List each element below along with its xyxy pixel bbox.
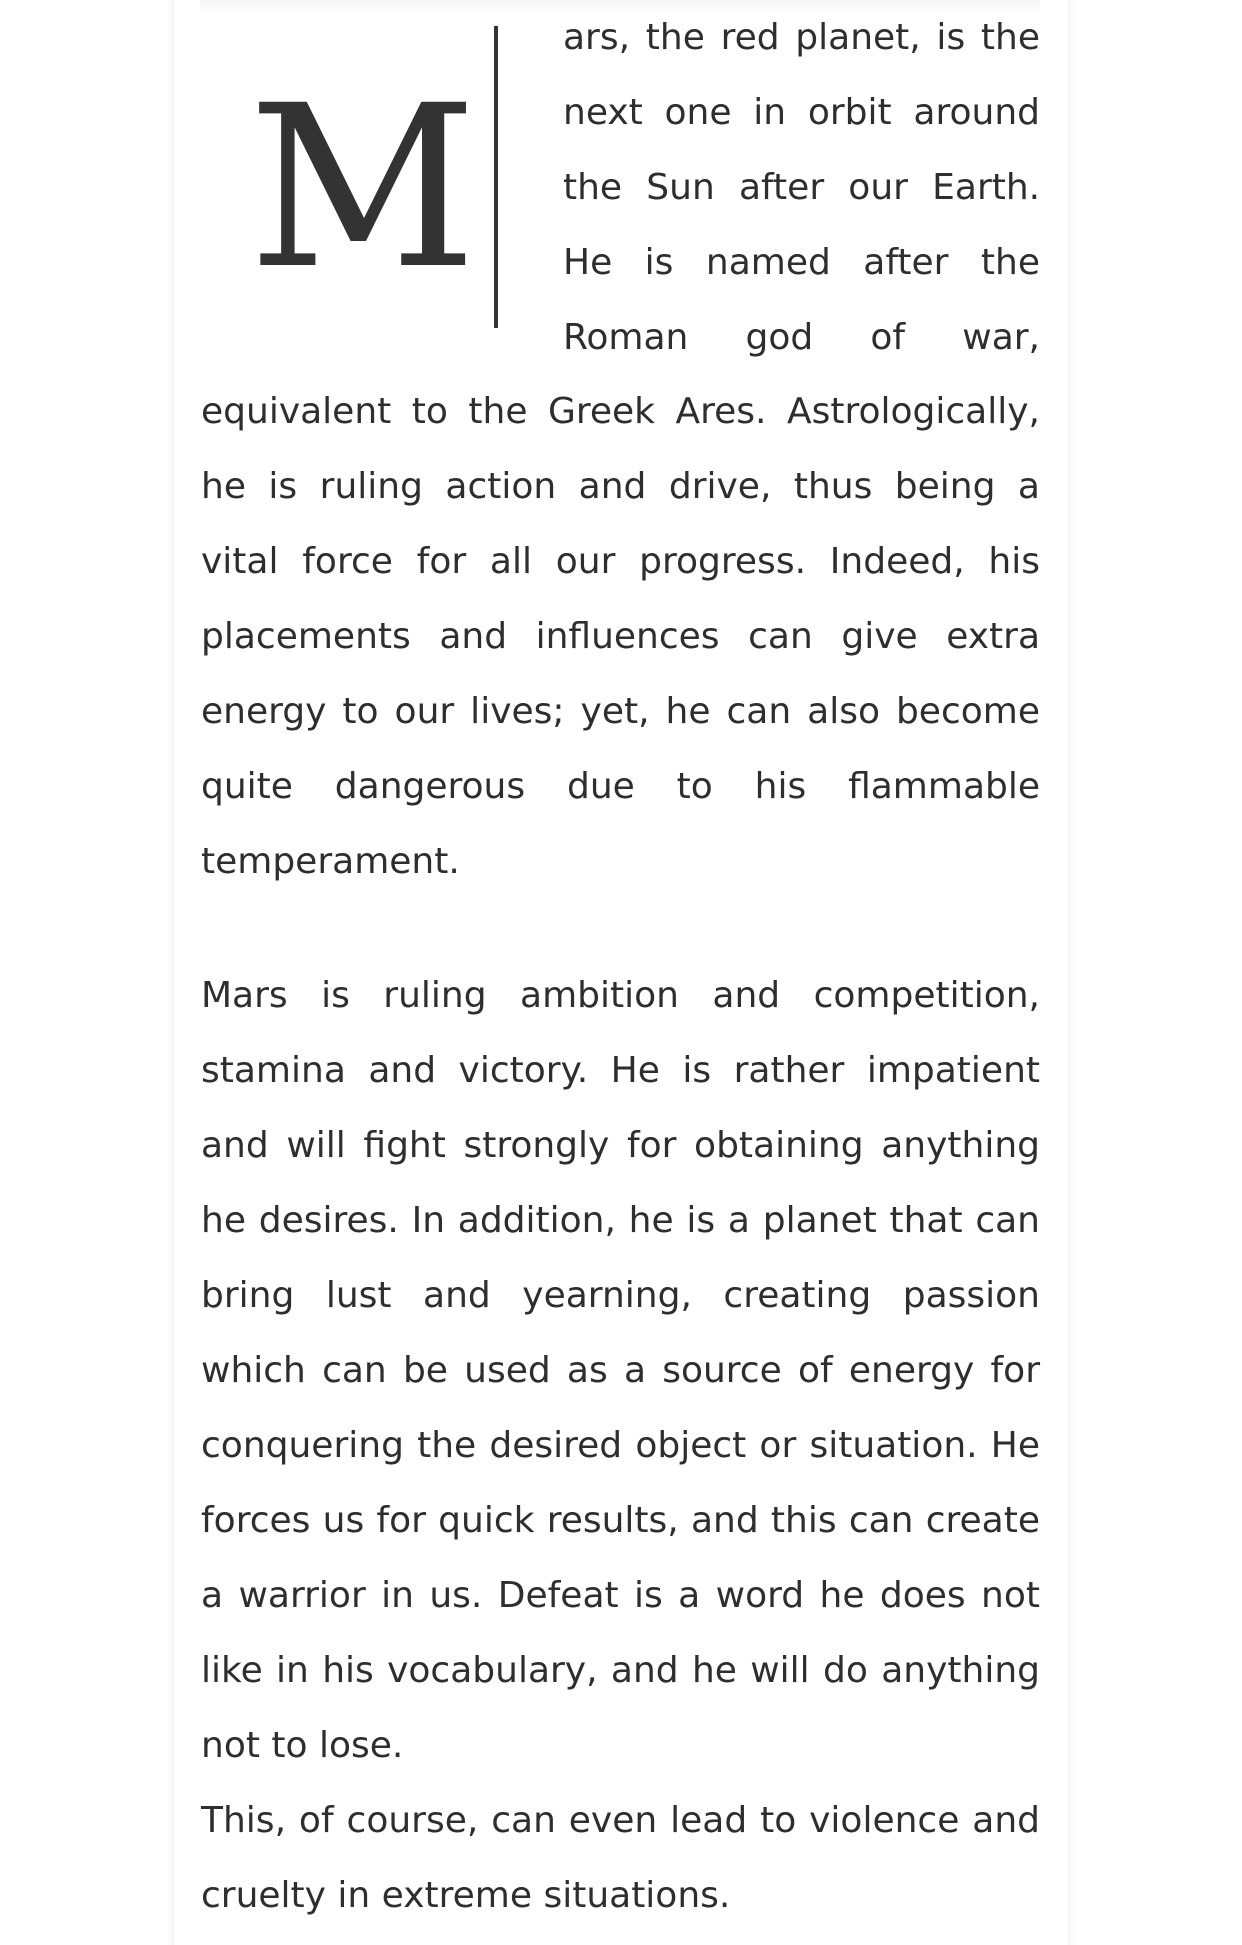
intro-line: Roman god of war, — [563, 317, 1040, 358]
intro-line: the Sun after our Earth. — [563, 167, 1041, 208]
dropcap-letter: M — [248, 57, 478, 318]
paragraph-1-body: equivalent to the Greek Ares. Astrologically, he is ruling action and drive, thus being a vital force for all our progress. Indeed, his placements and influences can give extra energy to our lives; yet, he can also become quite dangerous due to his flammable temperament. — [201, 391, 1040, 882]
intro-line: ars, the red planet, is the — [563, 17, 1040, 58]
paragraph-1-intro — [563, 0, 1040, 375]
intro-line: next one in orbit around — [563, 92, 1040, 133]
intro-line: He is named after the — [563, 242, 1040, 283]
paragraph-2: Mars is ruling ambition and competition, stamina and victory. He is rather impatient and will fight strongly for obtaining anything he desires. In addition, he is a planet that can bring lust and yearning, creating passion which can be used as a source of energy for conquering the desired object or situation. He forces us for quick results, and this can create a warrior in us. Defeat is a word he does not like in his vocabulary, and he will do anything not to lose. — [201, 975, 1040, 1766]
dropcap-divider — [494, 26, 498, 328]
paragraph-3: This, of course, can even lead to violence and cruelty in extreme situations. — [201, 1800, 1040, 1916]
